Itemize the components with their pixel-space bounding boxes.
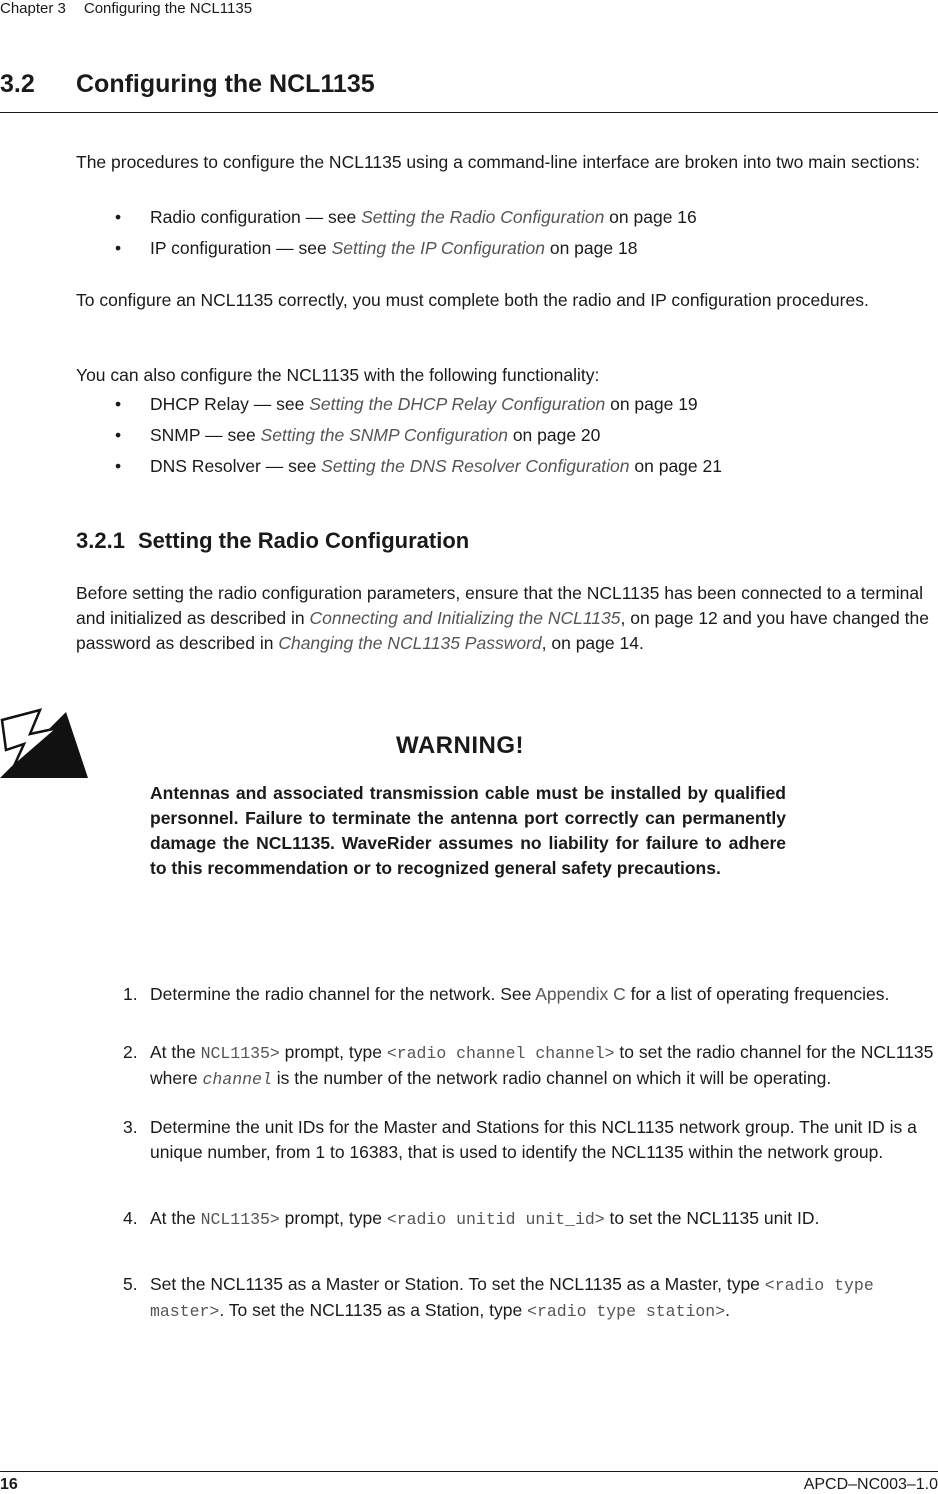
footer-rule xyxy=(0,1471,938,1472)
section-heading xyxy=(0,70,375,99)
step-number: 3. xyxy=(123,1117,138,1137)
section-number: 3.2 xyxy=(0,70,35,98)
prerequisite-paragraph: Before setting the radio configuration parameters, ensure that the NCL1135 has been connected to a terminal and initialized as described in Connecting and Initializing the NCL1135, on page 12 and you have changed the password as described in Changing the NCL1135 Password, on page 14. xyxy=(76,583,929,653)
bullet: • xyxy=(115,238,122,258)
cli-command: <radio type station> xyxy=(527,1302,726,1321)
bullet: • xyxy=(115,456,122,476)
cli-command: <radio unitid unit_id> xyxy=(386,1210,605,1229)
chapter-title: Configuring the NCL1135 xyxy=(83,0,253,17)
requirement-paragraph: To configure an NCL1135 correctly, you must complete both the radio and IP configuration procedures. xyxy=(76,290,869,310)
subsection-number: 3.2.1 xyxy=(76,528,125,553)
cli-argument: channel xyxy=(202,1070,272,1089)
functionality-paragraph: You can also configure the NCL1135 with the following functionality: xyxy=(76,365,600,385)
cli-command: <radio channel channel> xyxy=(386,1044,615,1063)
warning-text: Antennas and associated transmission cable must be installed by qualified personnel. Failure to terminate the antenna port correctly can permanently damage the NCL1135. WaveRider assumes no liability for failure to adhere to this recommendation or to recognized general safety precautions. xyxy=(150,783,786,878)
step-number: 4. xyxy=(123,1208,138,1228)
document-code: APCD–NC003–1.0 xyxy=(803,1476,938,1493)
cross-reference-link[interactable]: Setting the Radio Configuration xyxy=(361,207,605,227)
step-number: 2. xyxy=(123,1042,138,1062)
step-number: 1. xyxy=(123,984,138,1004)
intro-paragraph: The procedures to configure the NCL1135 using a command-line interface are broken into two main sections: xyxy=(76,152,921,172)
running-header xyxy=(0,0,252,17)
chapter-label: Chapter 3 xyxy=(0,0,66,17)
cross-reference-link[interactable]: Setting the DHCP Relay Configuration xyxy=(309,394,606,414)
cross-reference-link[interactable]: Connecting and Initializing the NCL1135 xyxy=(309,608,621,628)
section-title: Configuring the NCL1135 xyxy=(76,70,375,98)
bullet: • xyxy=(115,394,122,414)
step-number: 5. xyxy=(123,1274,138,1294)
subsection-title: Setting the Radio Configuration xyxy=(138,528,470,553)
subsection-heading xyxy=(76,528,469,554)
bullet: • xyxy=(115,425,122,445)
warning-title: WARNING! xyxy=(396,732,524,759)
bullet: • xyxy=(115,207,122,227)
cross-reference-link[interactable]: Setting the SNMP Configuration xyxy=(260,425,508,445)
cli-prompt: NCL1135> xyxy=(200,1044,280,1063)
cli-prompt: NCL1135> xyxy=(200,1210,280,1229)
page-number: 16 xyxy=(0,1476,18,1493)
lightning-warning-icon xyxy=(0,708,90,780)
cli-command: <radio type master> xyxy=(150,1276,874,1321)
heading-rule xyxy=(0,112,938,113)
appendix-link[interactable]: Appendix C xyxy=(535,984,626,1004)
cross-reference-link[interactable]: Changing the NCL1135 Password xyxy=(278,633,542,653)
cross-reference-link[interactable]: Setting the DNS Resolver Configuration xyxy=(321,456,630,476)
cross-reference-link[interactable]: Setting the IP Configuration xyxy=(331,238,545,258)
